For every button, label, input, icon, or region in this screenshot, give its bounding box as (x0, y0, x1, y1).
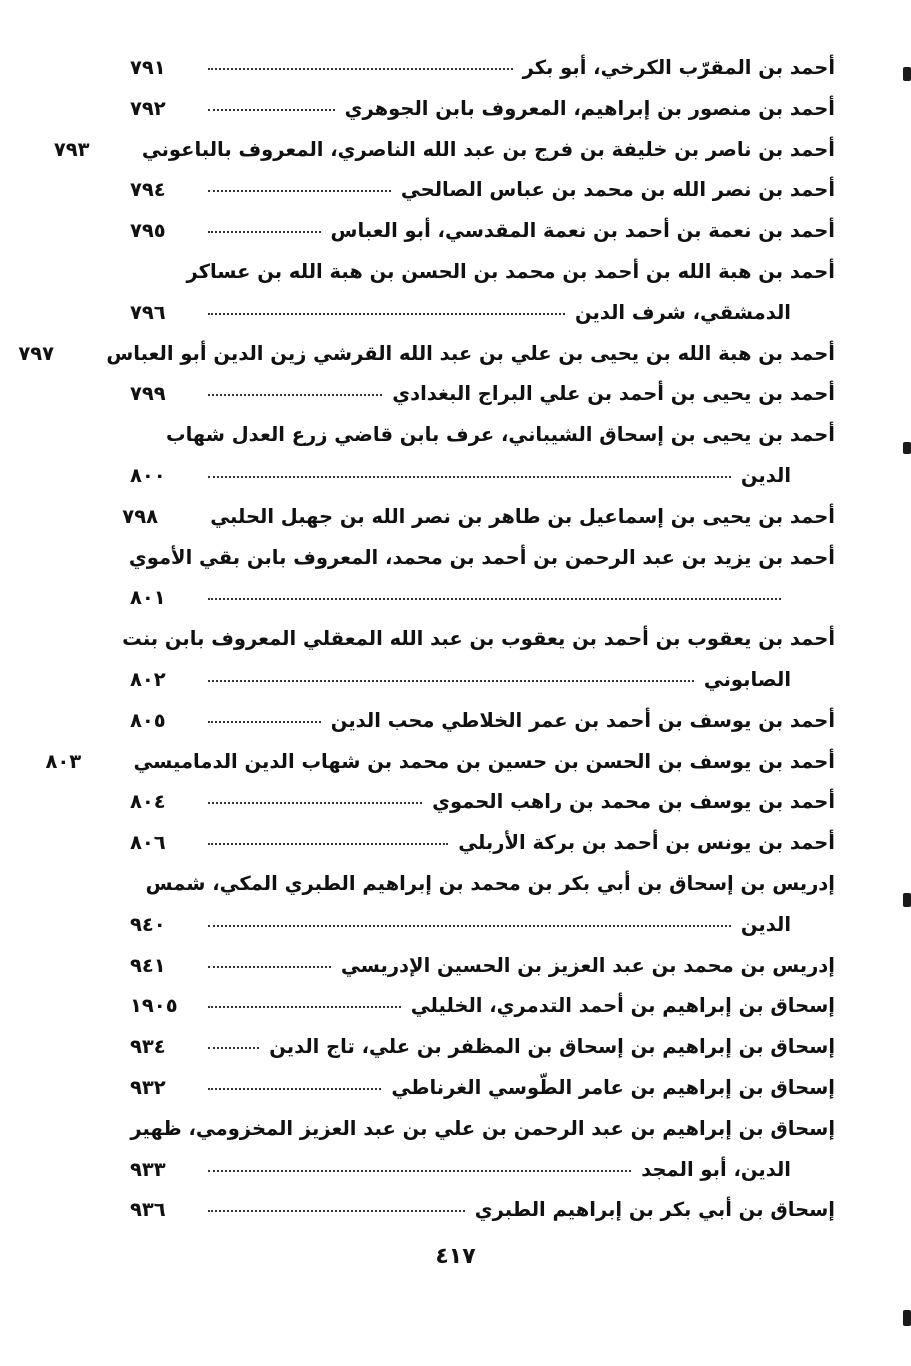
edge-mark (903, 67, 911, 81)
entry-line (130, 1190, 835, 1231)
entry-name: أحمد بن هبة الله بن أحمد بن محمد بن الحسن بن هبة الله بن عساكر (186, 259, 835, 283)
entry-line (130, 701, 835, 742)
index-list (18, 48, 835, 1231)
entry-page-ref: ٧٩٨ (122, 504, 159, 528)
entry-line (53, 130, 835, 171)
index-entry (130, 1027, 835, 1068)
entry-page-ref: ٨٠٣ (45, 749, 82, 773)
dot-leader (208, 1006, 401, 1008)
index-entry (53, 130, 835, 171)
index-entry (130, 89, 835, 130)
dot-leader (208, 231, 321, 233)
index-entry (130, 374, 835, 415)
entry-continuation-line (130, 1150, 835, 1191)
index-entry (130, 538, 835, 620)
entry-name: إسحاق بن إبراهيم بن عبد الرحمن بن علي بن عبد العزيز المخزومي، ظهير (130, 1116, 835, 1140)
entry-name: إدريس بن محمد بن عبد العزيز بن الحسين الإدريسي (340, 953, 835, 977)
entry-page-ref: ٧٩١ (130, 56, 166, 79)
entry-page-ref: ٧٩٢ (130, 96, 166, 120)
entry-name: أحمد بن يعقوب بن أحمد بن يعقوب بن عبد الله المعقلي المعروف بابن بنت (122, 627, 835, 651)
dot-leader (208, 190, 391, 192)
entry-line (130, 864, 835, 905)
entry-continuation-line (130, 660, 835, 701)
index-entry (45, 742, 835, 783)
entry-name: أحمد بن ناصر بن خليفة بن فرج بن عبد الله الناصري، المعروف بالباعوني (141, 137, 835, 161)
entry-line (130, 170, 835, 211)
entry-name: إسحاق بن إبراهيم بن أحمد التدمري، الخليلي (410, 994, 835, 1018)
index-entry (18, 334, 835, 375)
entry-name: أحمد بن يحيى بن إسماعيل بن طاهر بن نصر الله بن جهبل الحلبي (210, 504, 835, 528)
index-entry (130, 1109, 835, 1191)
entry-name: الدمشقي، شرف الدين (574, 300, 791, 324)
entry-page-ref: ٧٩٦ (130, 300, 166, 324)
dot-leader (208, 843, 448, 845)
dot-leader (208, 313, 565, 315)
entry-line (122, 497, 835, 538)
entry-page-ref: ٩٣٢ (130, 1075, 166, 1099)
entry-name: أحمد بن المقرّب الكرخي، أبو بكر (522, 56, 835, 79)
entry-page-ref: ٧٩٤ (130, 178, 166, 202)
entry-line (122, 619, 835, 660)
entry-line (45, 742, 835, 783)
entry-page-ref: ٧٩٣ (53, 137, 90, 161)
entry-continuation-line (130, 905, 835, 946)
index-entry (122, 497, 835, 538)
entry-name: الدين (740, 463, 791, 487)
entry-name: الدين، أبو المجد (641, 1157, 791, 1181)
index-entry (130, 823, 835, 864)
entry-page-ref: ٩٣٤ (130, 1035, 166, 1059)
entry-name: إدريس بن إسحاق بن أبي بكر بن محمد بن إبراهيم الطبري المكي، شمس (145, 871, 835, 895)
page-number: ٤١٧ (435, 1244, 476, 1269)
entry-page-ref: ٨٠٢ (130, 667, 166, 691)
dot-leader (208, 598, 781, 600)
entry-line (18, 334, 835, 375)
entry-line (130, 252, 835, 293)
dot-leader (208, 802, 422, 804)
entry-page-ref: ٩٤٠ (130, 912, 166, 936)
entry-line (130, 1068, 835, 1109)
entry-line (130, 986, 835, 1027)
dot-leader (208, 1210, 465, 1212)
entry-page-ref: ٧٩٥ (130, 219, 166, 243)
edge-mark (903, 893, 911, 907)
entry-line (130, 211, 835, 252)
entry-line (130, 1027, 835, 1068)
edge-mark (903, 1310, 911, 1326)
dot-leader (208, 925, 731, 927)
entry-continuation-line (130, 456, 835, 497)
dot-leader (208, 68, 513, 70)
entry-page-ref: ٧٩٩ (130, 382, 166, 406)
index-entry (130, 782, 835, 823)
index-entry (130, 415, 835, 497)
entry-name: أحمد بن يونس بن أحمد بن بركة الأربلي (458, 831, 835, 855)
entry-line (130, 415, 835, 456)
entry-continuation-line (130, 293, 835, 334)
dot-leader (208, 680, 694, 682)
dot-leader (208, 1047, 259, 1049)
entry-page-ref: ٨٠٤ (130, 790, 166, 814)
entry-name: الصابوني (703, 667, 791, 691)
entry-name: أحمد بن يحيى بن إسحاق الشيباني، عرف بابن قاضي زرع العدل شهاب (166, 423, 835, 447)
entry-name: أحمد بن يزيد بن عبد الرحمن بن أحمد بن محمد، المعروف بابن بقي الأموي (128, 545, 835, 569)
entry-name: أحمد بن يوسف بن محمد بن راهب الحموي (432, 790, 835, 814)
entry-page-ref: ١٩٠٥ (130, 994, 178, 1018)
entry-page-ref: ٩٣٣ (130, 1157, 166, 1181)
entry-line (130, 782, 835, 823)
dot-leader (208, 721, 321, 723)
dot-leader (208, 109, 335, 111)
entry-page-ref: ٨٠٥ (130, 708, 166, 732)
index-entry (130, 864, 835, 946)
index-entry (130, 252, 835, 334)
entry-name: إسحاق بن إبراهيم بن إسحاق بن المظفر بن علي، تاج الدين (269, 1035, 835, 1059)
entry-line (130, 89, 835, 130)
index-entry (130, 211, 835, 252)
entry-name: إسحاق بن أبي بكر بن إبراهيم الطبري (474, 1198, 835, 1222)
index-entry (130, 1068, 835, 1109)
index-entry (130, 1190, 835, 1231)
entry-continuation-line (130, 578, 835, 619)
entry-name: أحمد بن يحيى بن أحمد بن علي البراج البغدادي (392, 382, 835, 406)
entry-page-ref: ٨٠٦ (130, 831, 166, 855)
dot-leader (208, 1088, 381, 1090)
entry-page-ref: ٩٤١ (130, 953, 166, 977)
dot-leader (208, 1170, 631, 1172)
entry-page-ref: ٩٣٦ (130, 1198, 166, 1222)
entry-name: إسحاق بن إبراهيم بن عامر الطّوسي الغرناطي (391, 1075, 835, 1099)
dot-leader (208, 966, 331, 968)
index-entry (122, 619, 835, 701)
entry-line (130, 946, 835, 987)
entry-name: الدين (740, 912, 791, 936)
entry-name: أحمد بن يوسف بن الحسن بن حسين بن محمد بن شهاب الدين الدماميسي (133, 749, 835, 773)
index-entry (130, 946, 835, 987)
entry-page-ref: ٨٠١ (130, 586, 166, 610)
dot-leader (208, 476, 731, 478)
entry-name: أحمد بن هبة الله بن يحيى بن علي بن عبد الله القرشي زين الدين أبو العباس (106, 341, 835, 365)
entry-page-ref: ٨٠٠ (130, 463, 166, 487)
index-entry (130, 701, 835, 742)
index-entry (130, 170, 835, 211)
entry-line (130, 374, 835, 415)
index-entry (130, 48, 835, 89)
entry-line (130, 823, 835, 864)
entry-name: أحمد بن منصور بن إبراهيم، المعروف بابن الجوهري (344, 96, 835, 120)
entry-page-ref: ٧٩٧ (18, 341, 55, 365)
entry-line (130, 538, 835, 579)
entry-name: أحمد بن نصر الله بن محمد بن عباس الصالحي (400, 178, 835, 202)
index-entry (130, 986, 835, 1027)
entry-line (130, 1109, 835, 1150)
entry-name: أحمد بن نعمة بن أحمد بن نعمة المقدسي، أبو العباس (330, 219, 835, 243)
edge-mark (903, 442, 911, 454)
dot-leader (208, 394, 382, 396)
entry-line (130, 48, 835, 89)
entry-name: أحمد بن يوسف بن أحمد بن عمر الخلاطي محب الدين (330, 708, 835, 732)
